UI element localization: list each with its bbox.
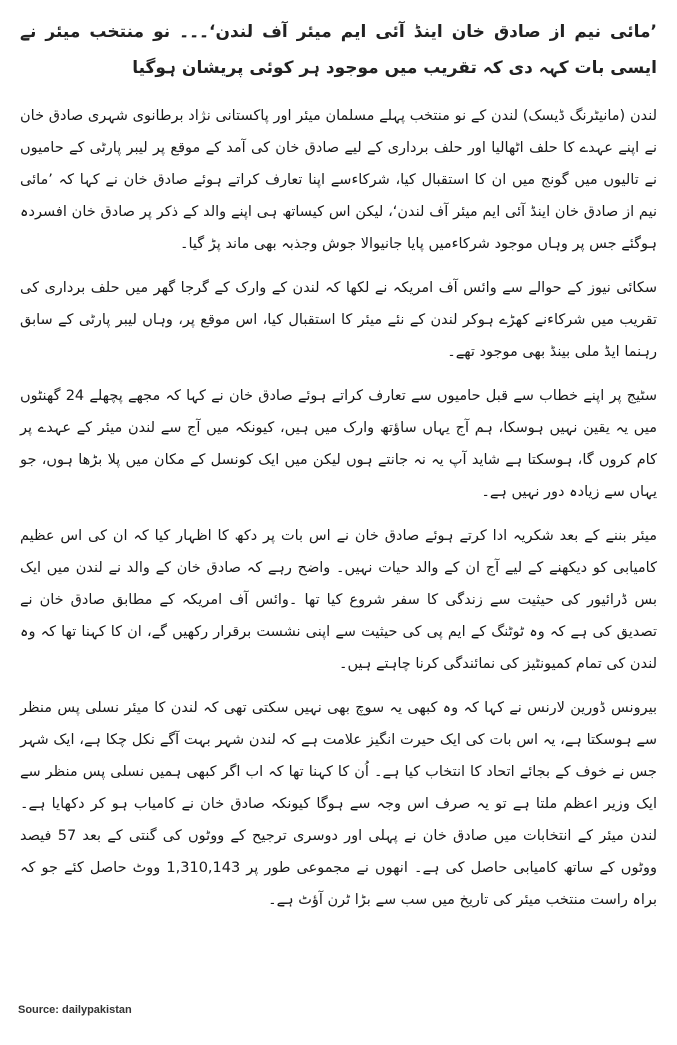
article-paragraph-2: سکائی نیوز کے حوالے سے وائس آف امریکہ نے لکھا کہ لندن کے وارک کے گرجا گھر میں حلف برداری کی تقریب میں شرکاءنے کھڑے ہوکر لندن کے نئے میئر کا استقبال کیا، اس موقع پر، وہاں لیبر پارٹی کے سابق رہنما ایڈ ملی بینڈ بھی موجود تھے۔ bbox=[20, 280, 657, 360]
article-paragraph-3: سٹیج پر اپنے خطاب سے قبل حامیوں سے تعارف کراتے ہوئے صادق خان نے کہا کہ مجھے پچھلے 24 گھنٹوں میں یہ یقین نہیں ہوسکا، ہم آج یہاں ساؤتھ وارک میں ہیں، کیونکہ میں آج سے لندن میئر کے عہدے پر کام کروں گا، ہوسکتا ہے شاید آپ یہ نہ جانتے ہوں لیکن میں ایک کونسل کے مکان میں پلا بڑھا ہوں، جو یہاں سے زیادہ دور نہیں ہے۔ bbox=[20, 388, 657, 500]
article-paragraph-1: لندن (مانیٹرنگ ڈیسک) لندن کے نو منتخب پہلے مسلمان میئر اور پاکستانی نژاد برطانوی شہری صادق خان نے اپنے عہدے کا حلف اٹھالیا اور حلف برداری کے لیے صادق خان کی آمد کے موقع پر لیبر پارٹی کے حامیوں نے تالیوں میں گونج میں ان کا استقبال کیا، شرکاءسے اپنا تعارف کراتے ہوئے صادق خان نے کہا کہ ’مائی نیم از صادق خان اینڈ آئی ایم میئر آف لندن‘، لیکن اس کیساتھ ہی اپنے والد کے ذکر پر صادق خان افسردہ ہوگئے جس پر وہاں موجود شرکاءمیں پایا جانیوالا جوش وجذبہ بھی ماند پڑ گیا۔ bbox=[20, 108, 657, 252]
article-paragraph-4: میئر بننے کے بعد شکریہ ادا کرتے ہوئے صادق خان نے اس بات پر دکھ کا اظہار کیا کہ ان کی اس عظیم کامیابی کو دیکھنے کے لیے آج ان کے والد حیات نہیں۔ واضح رہے کہ صادق خان کے والد نے لندن میں ایک بس ڈرائیور کی حیثیت سے زندگی کا سفر شروع کیا تھا ۔وائس آف امریکہ کے مطابق صادق خان نے تصدیق کی ہے کہ وہ ٹوٹنگ کے ایم پی کی حیثیت سے اپنی نشست برقرار رکھیں گے، ان کا کہنا تھا کہ وہ لندن کی تمام کمیونٹیز کی نمائندگی کرنا چاہتے ہیں۔ bbox=[20, 528, 657, 672]
article-headline: ’مائی نیم از صادق خان اینڈ آئی ایم میئر آف لندن‘۔۔۔ نو منتخب میئر نے ایسی بات کہہ دی کہ تقریب میں موجود ہر کوئی پریشان ہوگیا bbox=[20, 22, 657, 78]
source-credit: Source: dailypakistan bbox=[18, 1004, 132, 1016]
article-paragraph-5: بیرونس ڈورین لارنس نے کہا کہ وہ کبھی یہ سوچ بھی نہیں سکتی تھی کہ لندن کا میئر نسلی پس منظر سے ہوسکتا ہے، یہ اس بات کی ایک حیرت انگیز علامت ہے کہ لندن شہر بہت آگے نکل چکا ہے، ایک شہر جس نے خوف کے بجائے اتحاد کا انتخاب کیا ہے۔ اُن کا کہنا تھا کہ اب اگر کبھی ہمیں نسلی پس منظر سے ایک وزیر اعظم ملتا ہے تو یہ صرف اس وجہ سے ہوگا کیونکہ صادق خان نے کامیاب ہو کر دکھایا ہے۔ لندن میئر کے انتخابات میں صادق خان نے پہلی اور دوسری ترجیح کے ووٹوں کی گنتی کے بعد 57 فیصد ووٹوں کے ساتھ کامیابی حاصل کی ہے۔ انھوں نے مجموعی طور پر 1,310,143 ووٹ حاصل کئے جو کہ براہ راست منتخب میئر کی تاریخ میں سب سے بڑا ٹرن آؤٹ ہے۔ bbox=[20, 700, 657, 908]
